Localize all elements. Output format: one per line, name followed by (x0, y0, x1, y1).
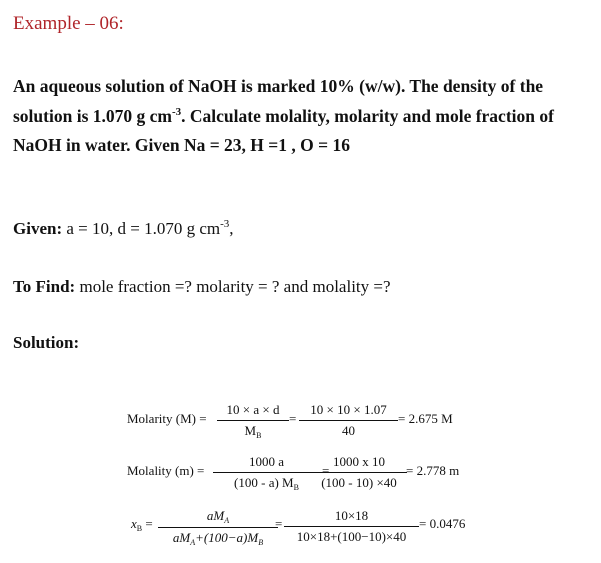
molarity-frac2-numerator: 10 × 10 × 1.07 (310, 402, 387, 417)
to-find-label: To Find: (13, 277, 76, 296)
equals-sign: = (322, 463, 330, 478)
molality-frac1-denominator: (100 - a) $M_B$ (234, 475, 299, 492)
molarity-fraction-1 (217, 402, 289, 440)
mole-fraction-frac1-numerator: $aM_A$ (206, 508, 230, 525)
problem-text-part1: An aqueous solution of NaOH is marked 10% (w/w). The density of the solution is 1.070 g cm (13, 76, 544, 126)
mole-fraction-frac2-numerator: 10×18 (334, 508, 369, 523)
given-value: a = 10, d = 1.070 g cm (66, 219, 221, 238)
problem-text-part2: . Calculate molality, molarity and mole fraction of NaOH in water. Given Na = 23, H =1 , O = 16 (13, 105, 554, 155)
molarity-fraction-2 (299, 402, 398, 439)
problem-exponent: -3 (171, 105, 182, 118)
example-heading: Example – 06: (13, 13, 124, 34)
molarity-frac1-denominator: $M_B$ (244, 423, 262, 440)
molality-lhs: Molality (m) = (127, 463, 205, 478)
molality-frac2-denominator: (100 - 10) ×40 (321, 475, 397, 490)
mole-fraction-fraction-2 (284, 508, 419, 545)
molality-frac2-numerator: 1000 x 10 (333, 454, 385, 469)
molality-frac1-numerator: 1000 a (248, 454, 285, 469)
given-line (13, 219, 234, 239)
mole-fraction-frac2-denominator: 10×18+(100−10)×40 (296, 529, 407, 544)
to-find-line (13, 277, 391, 297)
molarity-frac2-denominator: 40 (342, 423, 355, 438)
given-label: Given: (13, 219, 63, 238)
mole-fraction-lhs: $x_B$ = (131, 516, 153, 533)
equals-sign: = (275, 516, 283, 531)
given-exponent: -3 (220, 218, 230, 230)
to-find-value: mole fraction =? molarity = ? and molality =? (79, 277, 391, 296)
molality-fraction-1 (213, 454, 320, 492)
mole-fraction-result: = 0.0476 (419, 516, 466, 531)
given-tail: , (229, 219, 234, 238)
mole-fraction-frac1-denominator: $aM_A+(100-a)M_B$ (172, 530, 264, 547)
molality-result: = 2.778 m (406, 463, 460, 478)
molality-fraction-2 (311, 454, 407, 491)
problem-statement (13, 72, 588, 161)
equals-sign: = (289, 411, 297, 426)
solution-label: Solution: (13, 333, 80, 352)
molarity-lhs: Molarity (M) = (127, 411, 207, 426)
molarity-frac1-numerator: 10 × a × d (226, 402, 280, 417)
molarity-result: = 2.675 M (398, 411, 453, 426)
mole-fraction-fraction-1 (158, 508, 278, 547)
